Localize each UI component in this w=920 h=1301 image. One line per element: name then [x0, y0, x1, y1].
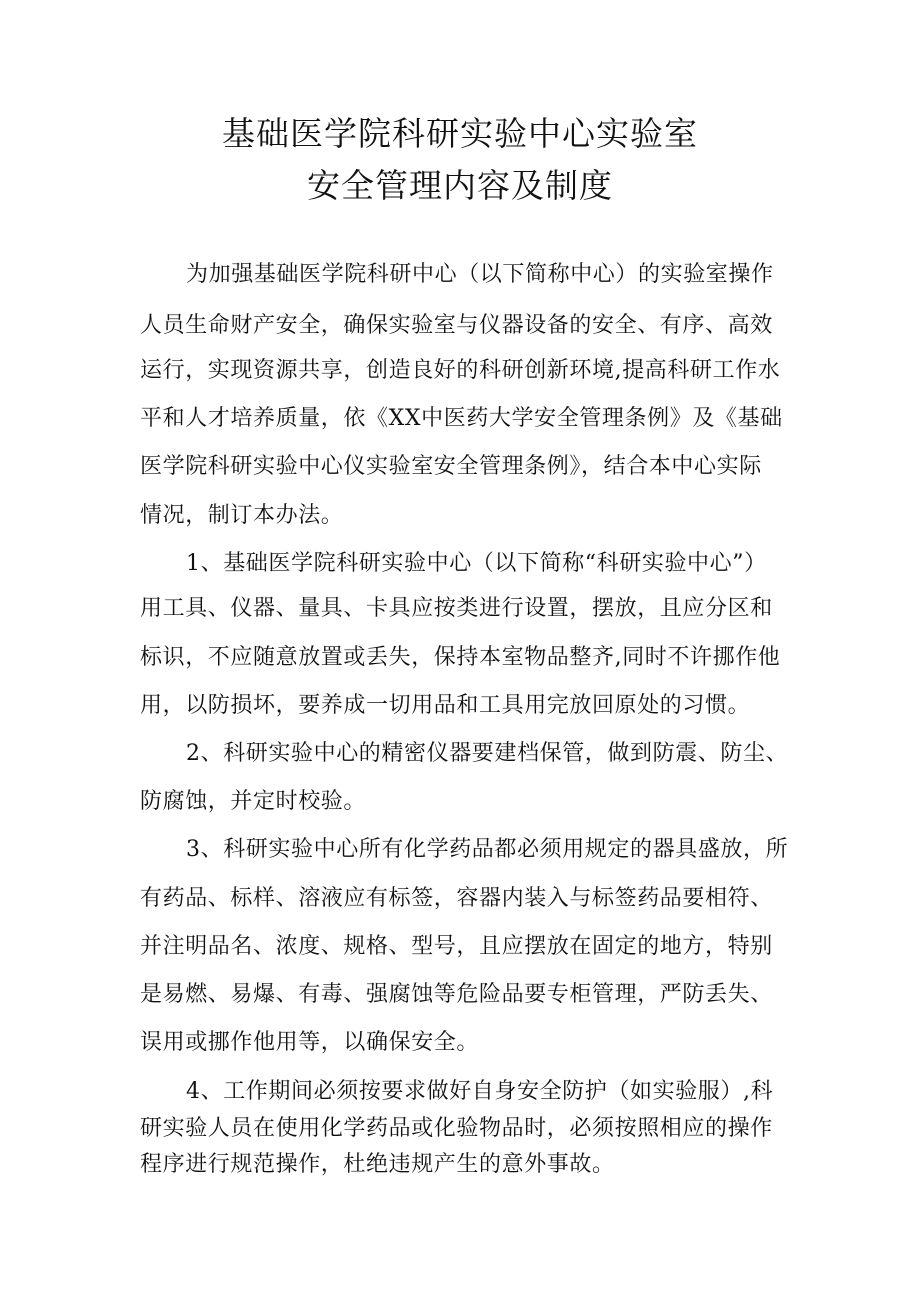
- paragraph-1-line-4: 平和人才培养质量，依《XX中医药大学安全管理条例》及《基础: [140, 406, 783, 431]
- paragraph-2-line-3: 标识，不应随意放置或丢失，保持本室物品整齐,同时不许挪作他: [140, 645, 781, 670]
- paragraph-3-line-1: 2、科研实验中心的精密仪器要建档保管，做到防震、防尘、: [186, 741, 789, 766]
- paragraph-4-line-5: 误用或挪作他用等，以确保安全。: [140, 1030, 480, 1055]
- paragraph-1-line-3: 运行，实现资源共享，创造良好的科研创新环境,提高科研工作水: [140, 358, 781, 383]
- paragraph-2-line-2: 用工具、仪器、量具、卡具应按类进行设置，摆放，且应分区和: [140, 596, 773, 621]
- document-title-line-2: 安全管理内容及制度: [307, 166, 613, 205]
- paragraph-2-line-1: 1、基础医学院科研实验中心（以下简称“科研实验中心”）: [186, 551, 767, 576]
- paragraph-5-line-1: 4、工作期间必须按要求做好自身安全防护（如实验服）,科: [186, 1079, 774, 1104]
- paragraph-4-line-4: 是易燃、易爆、有毒、强腐蚀等危险品要专柜管理，严防丢失、: [140, 982, 773, 1007]
- paragraph-2-line-4: 用，以防损坏，要养成一切用品和工具用完放回原处的习惯。: [140, 693, 751, 718]
- paragraph-1-line-1: 为加强基础医学院科研中心（以下简称中心）的实验室操作: [186, 262, 774, 287]
- paragraph-1-line-2: 人员生命财产安全，确保实验室与仪器设备的安全、有序、高效: [140, 313, 773, 338]
- paragraph-1-line-5: 医学院科研实验中心仪实验室安全管理条例》，结合本中心实际: [140, 454, 762, 479]
- paragraph-3-line-2: 防腐蚀，并定时校验。: [140, 789, 367, 814]
- paragraph-4-line-3: 并注明品名、浓度、规格、型号，且应摆放在固定的地方，特别: [140, 934, 773, 959]
- document-title-line-1: 基础医学院科研实验中心实验室: [222, 114, 698, 153]
- paragraph-1-line-6: 情况，制订本办法。: [140, 503, 344, 528]
- paragraph-4-line-1: 3、科研实验中心所有化学药品都必须用规定的器具盛放，所: [186, 837, 789, 862]
- paragraph-5-line-2: 研实验人员在使用化学药品或化验物品时，必须按照相应的操作: [140, 1116, 773, 1141]
- paragraph-5-line-3: 程序进行规范操作，杜绝违规产生的意外事故。: [140, 1152, 615, 1177]
- paragraph-4-line-2: 有药品、标样、溶液应有标签，容器内装入与标签药品要相符、: [140, 886, 773, 911]
